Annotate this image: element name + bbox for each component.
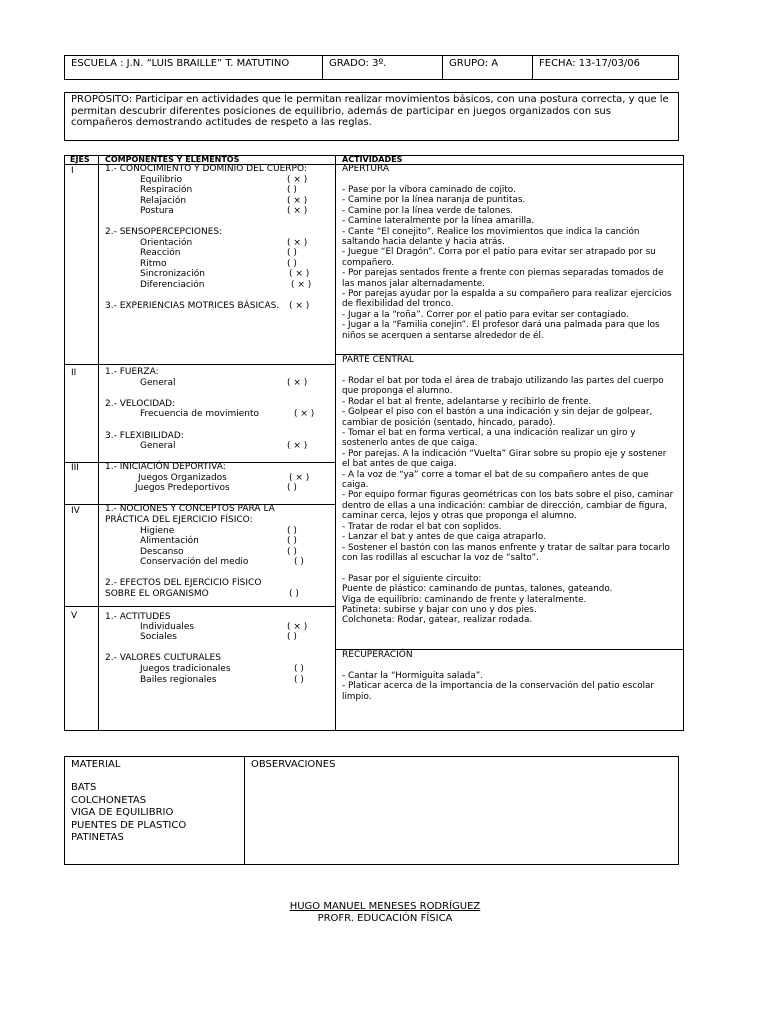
activity-line: - Rodar el bat al frente, adelantarse y recibirlo de frente. xyxy=(342,396,592,407)
component-item: Postura xyxy=(140,206,174,216)
material-item: BATS xyxy=(71,782,97,793)
purpose-box: PROPÓSITO: Participar en actividades que le permitan realizar movimientos básicos, con una postura correcta, y que le permitan descubrir diferentes posiciones de equilibrio, además de participar en juegos organizados con sus compañeros demostrando actitudes de respeto a las reglas. xyxy=(64,92,679,141)
component-item: Descanso xyxy=(140,547,184,557)
eje-label: I xyxy=(71,166,74,176)
activity-line: el bat antes de que caiga. xyxy=(342,459,457,470)
activity-line: - Jugar a la “Familia conejin”. El profesor dará una palmada para que los xyxy=(342,320,660,331)
activity-line: las manos jalar alternadamente. xyxy=(342,278,485,289)
activity-line: Colchoneta: Rodar, gatear, realizar rodada. xyxy=(342,615,533,626)
eje-label: V xyxy=(71,611,78,621)
component-mark: ( × ) xyxy=(287,206,308,216)
component-mark: ( ) xyxy=(289,589,299,599)
activity-line: Patineta: subirse y bajar con uno y dos pies. xyxy=(342,604,537,615)
component-mark: ( × ) xyxy=(289,473,310,483)
component-item: Relajación xyxy=(140,196,187,206)
component-heading: 1.- ACTITUDES xyxy=(105,612,171,622)
component-mark: ( × ) xyxy=(289,301,310,311)
component-mark: ( × ) xyxy=(287,441,308,451)
signature-name: HUGO MANUEL MENESES RODRÍGUEZ xyxy=(289,901,481,912)
component-item: Higiene xyxy=(140,526,175,536)
component-heading: 1.- CONOCIMIENTO Y DOMINIO DEL CUERPO: xyxy=(105,164,307,174)
school-cell: ESCUELA : J.N. “LUIS BRAILLE” T. MATUTINO xyxy=(65,56,323,79)
material-item: COLCHONETAS xyxy=(71,794,147,806)
component-mark: ( × ) xyxy=(289,269,310,279)
component-heading: 1.- NOCIONES Y CONCEPTOS PARA LA xyxy=(105,504,275,514)
material-item: PUENTES DE PLASTICO xyxy=(71,819,187,831)
component-mark: ( ) xyxy=(287,185,297,195)
component-heading: 2.- EFECTOS DEL EJERCICIO FÍSICO xyxy=(105,578,262,588)
col-header-actividades: ACTIVIDADES xyxy=(342,155,403,164)
activity-line: - Platicar acerca de la importancia de la conservación del patio escolar xyxy=(342,681,655,692)
component-heading: 1.- INICIACIÓN DEPORTIVA: xyxy=(105,462,226,472)
activity-line: - Pase por la víbora caminado de cojito. xyxy=(342,185,516,195)
apertura-title: APERTURA xyxy=(342,164,389,174)
activity-line: - Por parejas ayudar por la espalda a su compañero para realizar ejercicios xyxy=(342,289,672,300)
activity-line: Viga de equilibrio: caminando de frente y lateralmente. xyxy=(342,594,587,605)
activity-line: - Cante “El conejito”. Realice los movimientos que indica la canción xyxy=(342,226,640,237)
component-heading: 1.- FUERZA: xyxy=(105,367,159,377)
component-item: Orientación xyxy=(140,238,193,248)
component-item: Individuales xyxy=(140,622,195,632)
component-item: Alimentación xyxy=(140,536,199,546)
component-mark: ( ) xyxy=(287,248,297,258)
component-item: Juegos Organizados xyxy=(138,473,227,483)
observaciones-cell: OBSERVACIONES xyxy=(251,759,336,770)
material-item: PATINETAS xyxy=(71,832,124,843)
central-activities xyxy=(342,376,682,626)
activity-line: - Sostener el bastón con las manos enfrente y tratar de saltar para tocarlo xyxy=(342,542,670,553)
component-heading: 2.- VALORES CULTURALES xyxy=(105,653,221,663)
activity-line: - Tratar de rodar el bat con soplidos. xyxy=(342,521,502,532)
activity-line: - Camine lateralmente por la línea amarilla. xyxy=(342,216,535,227)
activity-line: dentro de ellas a una indicación: cambiar de dirección, cambiar de figura, xyxy=(342,500,668,511)
activity-line: - Camine por la línea verde de talones. xyxy=(342,205,514,216)
date-cell: FECHA: 13-17/03/06 xyxy=(539,58,641,69)
col-header-componentes: COMPONENTES Y ELEMENTOS xyxy=(105,155,240,164)
recuperacion-activities xyxy=(342,671,682,702)
component-item: General xyxy=(140,441,176,451)
component-heading: 2.- SENSOPERCEPCIONES: xyxy=(105,227,223,237)
signature-role: PROFR. EDUCACIÓN FÍSICA xyxy=(317,913,453,924)
component-item: Frecuencia de movimiento xyxy=(140,409,260,419)
material-title: MATERIAL xyxy=(71,759,121,770)
activity-line: limpio. xyxy=(342,691,372,702)
component-heading: 3.- EXPERIENCIAS MOTRICES BÁSICAS. xyxy=(105,301,280,311)
component-item: Sociales xyxy=(140,632,177,642)
activity-line: con las rodillas al escuchar la voz de “salto”. xyxy=(342,552,539,563)
activity-line: - Cantar la “Hormiguita salada”. xyxy=(342,671,484,681)
activity-line: sostenerlo antes de que caiga. xyxy=(342,438,478,449)
component-item: Diferenciación xyxy=(140,280,205,290)
activity-line: Puente de plástico: caminando de puntas, talones, gateando. xyxy=(342,584,613,595)
component-heading: SOBRE EL ORGANISMO xyxy=(105,589,209,599)
activity-line: compañero. xyxy=(342,257,395,268)
material-list xyxy=(71,782,238,845)
activity-line: caminar cerca, lejos y otras que proponga el alumno. xyxy=(342,511,577,522)
component-heading: 2.- VELOCIDAD: xyxy=(105,399,176,409)
component-item: Bailes regionales xyxy=(140,675,217,685)
component-mark: ( ) xyxy=(287,483,297,493)
component-mark: ( × ) xyxy=(287,622,308,632)
component-mark: ( ) xyxy=(287,259,297,269)
activity-line: - Por equipo formar figuras geométricas con los bats sobre el piso, caminar xyxy=(342,490,674,501)
component-mark: ( × ) xyxy=(294,409,315,419)
activity-line: - A la voz de “ya” corre a tomar el bat de su compañero antes de que xyxy=(342,469,649,480)
activity-line: - Rodar el bat por toda el área de trabajo utilizando las partes del cuerpo xyxy=(342,376,664,386)
material-table xyxy=(64,756,679,865)
component-item: Sincronización xyxy=(140,269,205,279)
component-mark: ( × ) xyxy=(287,175,308,185)
component-mark: ( ) xyxy=(294,664,304,674)
component-mark: ( × ) xyxy=(287,196,308,206)
eje-label: III xyxy=(71,463,79,473)
component-mark: ( × ) xyxy=(287,238,308,248)
material-cell xyxy=(65,757,245,864)
activity-line: - Juegue “El Dragón”. Corra por el patio para evitar ser atrapado por su xyxy=(342,247,656,258)
component-item: Conservación del medio xyxy=(140,557,249,567)
component-mark: ( ) xyxy=(287,632,297,642)
grade-cell: GRADO: 3º. xyxy=(323,56,443,79)
central-title: PARTE CENTRAL xyxy=(342,355,414,365)
activity-line: cambiar de posición (sentado, hincado, parado). xyxy=(342,417,556,428)
apertura-activities xyxy=(342,185,682,341)
eje-label: IV xyxy=(71,506,80,516)
activity-line: - Tomar el bat en forma vertical, a una indicación realizar un giro y xyxy=(342,428,636,439)
component-mark: ( ) xyxy=(294,557,304,567)
component-item: Juegos Predeportivos xyxy=(135,483,230,493)
component-item: Ritmo xyxy=(140,259,167,269)
component-mark: ( × ) xyxy=(291,280,312,290)
activity-line: que proponga el alumno. xyxy=(342,386,453,397)
component-mark: ( ) xyxy=(287,536,297,546)
activity-line: - Por parejas. A la indicación “Vuelta” Girar sobre su propio eje y sostener xyxy=(342,448,667,459)
component-item: Reacción xyxy=(140,248,181,258)
activity-line: - Camine por la línea naranja de puntitas. xyxy=(342,195,526,206)
activity-line: - Jugar a la “roña”. Correr por el patio para evitar ser contagiado. xyxy=(342,309,629,320)
component-item: Juegos tradicionales xyxy=(140,664,231,674)
activity-line xyxy=(342,563,682,573)
activity-line: - Por parejas sentados frente a frente con piernas separadas tomados de xyxy=(342,268,664,279)
material-item: VIGA DE EQUILIBRIO xyxy=(71,807,174,818)
activity-line: caiga. xyxy=(342,480,369,491)
eje-label: II xyxy=(71,368,77,378)
component-heading: 3.- FLEXIBILIDAD: xyxy=(105,431,184,441)
activity-line: saltando hacia delante y hacia atrás. xyxy=(342,237,505,248)
component-mark: ( ) xyxy=(294,675,304,685)
activity-line: niños se acerquen a sentarse alrededor de él. xyxy=(342,330,544,341)
activity-line: - Lanzar el bat y antes de que caiga atraparlo. xyxy=(342,532,546,543)
component-mark: ( ) xyxy=(287,526,297,536)
activity-line: de flexibilidad del tronco. xyxy=(342,299,454,310)
col-header-ejes: EJES xyxy=(70,155,90,164)
component-mark: ( ) xyxy=(287,547,297,557)
activities-table xyxy=(64,155,684,731)
activity-line: - Pasar por el siguiente circuito: xyxy=(342,573,482,584)
component-heading: PRÁCTICA DEL EJERCICIO FÍSICO: xyxy=(105,515,253,525)
component-item: General xyxy=(140,378,176,388)
component-item: Respiración xyxy=(140,185,193,195)
activity-line: - Golpear el piso con el bastón a una indicación y sin dejar de golpear, xyxy=(342,407,653,418)
component-item: Equilibrio xyxy=(140,175,183,185)
recuperacion-title: RECUPERACIÓN xyxy=(342,650,413,660)
group-cell: GRUPO: A xyxy=(443,56,533,79)
header-table xyxy=(64,55,679,80)
component-mark: ( × ) xyxy=(287,378,308,388)
